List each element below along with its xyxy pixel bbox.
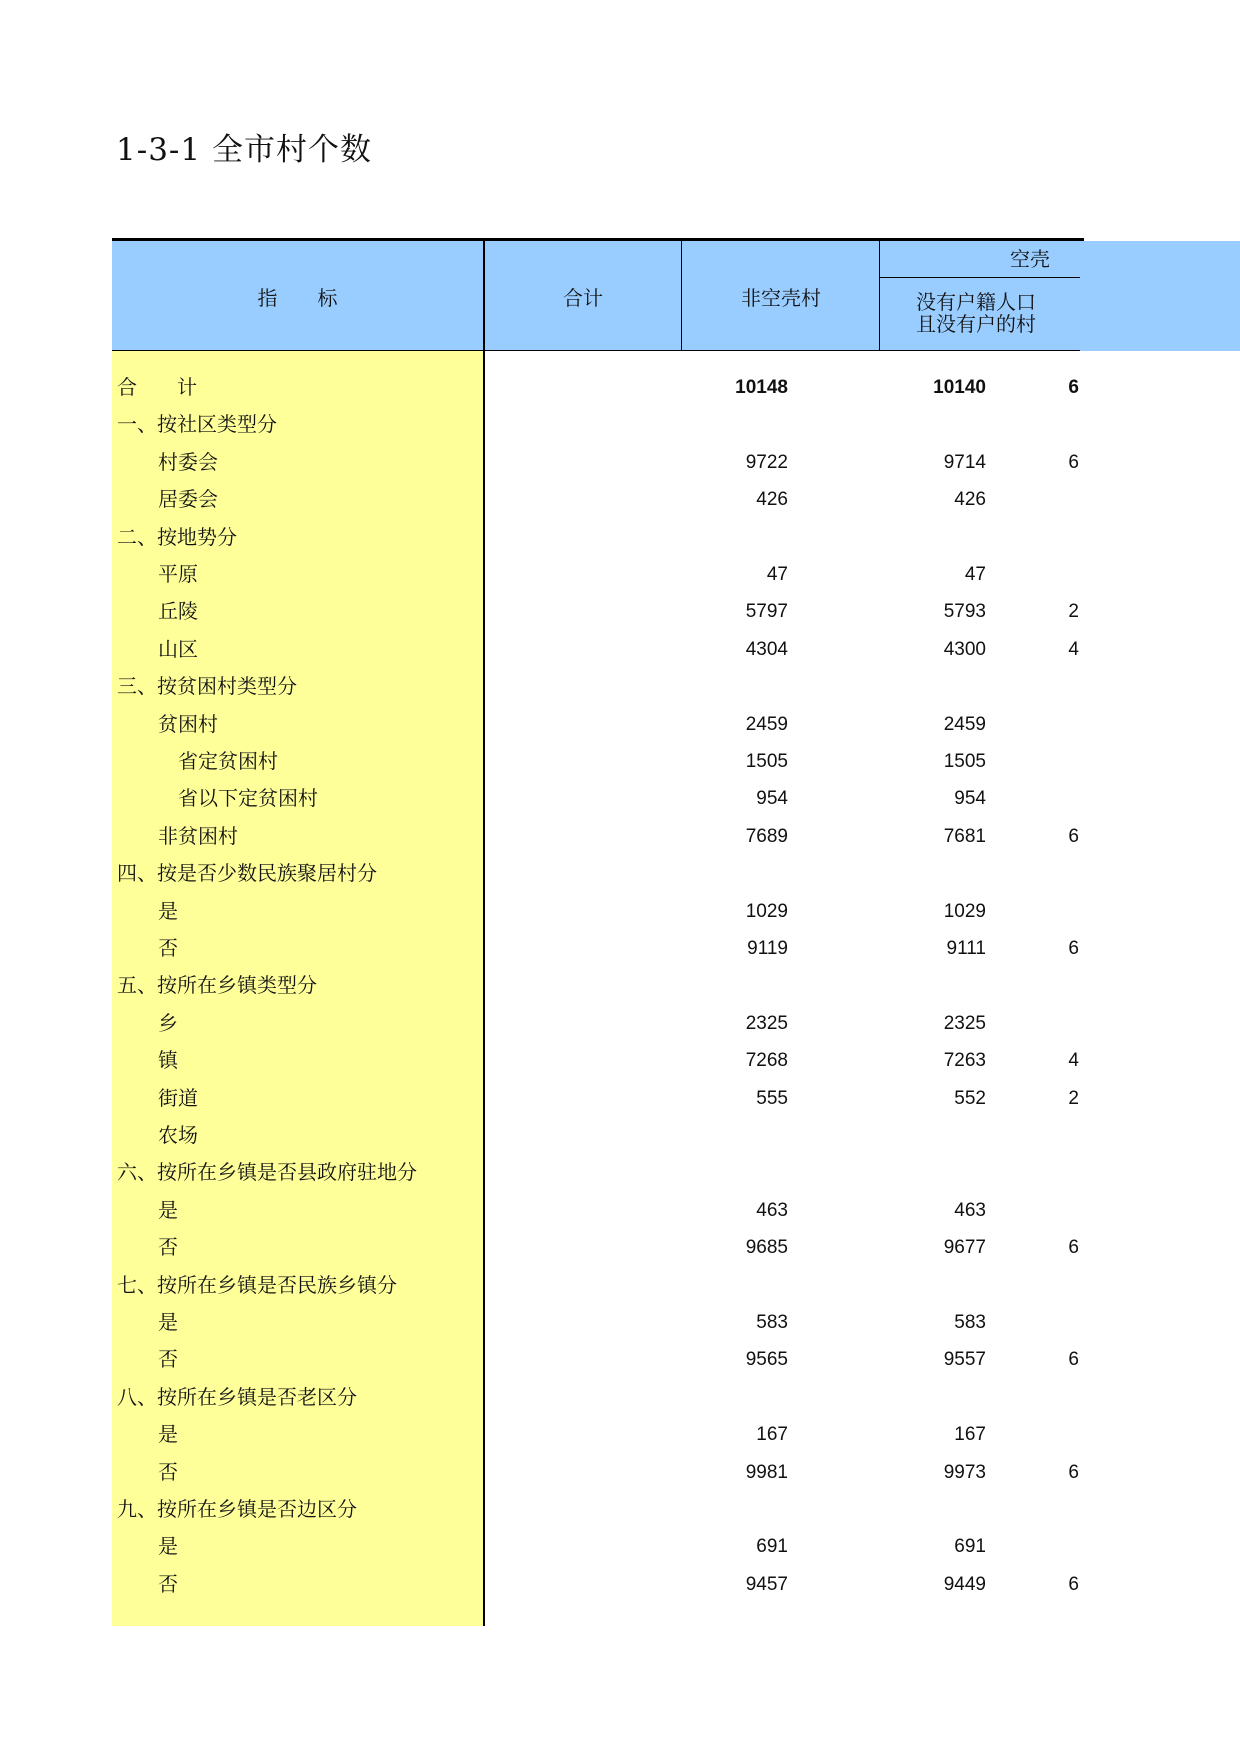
table-row <box>112 1192 1240 1230</box>
table-row <box>112 930 1240 968</box>
value-total: 167 <box>756 1424 788 1446</box>
value-hollow <box>892 780 1079 818</box>
row-label: 街道 <box>158 1085 198 1110</box>
value-hollow: 6 <box>1068 451 1079 473</box>
value-non-hollow: 9973 <box>943 1461 986 1483</box>
value-total: 1029 <box>745 900 788 922</box>
row-label: 否 <box>158 1459 178 1484</box>
value-hollow <box>892 1267 1079 1305</box>
value-total: 9565 <box>745 1349 788 1371</box>
value-non-hollow: 2459 <box>943 713 986 735</box>
header-non-hollow: 非空壳村 <box>741 285 821 310</box>
value-total: 2459 <box>745 713 788 735</box>
value-hollow <box>892 1304 1079 1342</box>
table-row <box>112 1117 1240 1155</box>
row-label: 四、按是否少数民族聚居村分 <box>117 861 377 886</box>
value-non-hollow: 9449 <box>943 1573 986 1595</box>
value-hollow <box>892 855 1079 893</box>
value-total: 9457 <box>745 1573 788 1595</box>
value-total: 7268 <box>745 1050 788 1072</box>
row-label: 七、按所在乡镇是否民族乡镇分 <box>117 1272 397 1297</box>
value-total: 463 <box>756 1199 788 1221</box>
row-label: 乡 <box>158 1010 178 1035</box>
table-row <box>112 743 1240 781</box>
value-total: 691 <box>756 1536 788 1558</box>
table-row <box>112 1454 1240 1492</box>
row-label: 平原 <box>158 562 198 586</box>
table-row <box>112 1416 1240 1454</box>
value-non-hollow: 5793 <box>943 601 986 623</box>
row-label: 省定贫困村 <box>178 749 278 773</box>
row-label: 非贫困村 <box>158 823 238 848</box>
value-non-hollow: 9557 <box>943 1349 986 1371</box>
value-hollow <box>892 481 1079 519</box>
value-non-hollow: 691 <box>954 1536 986 1558</box>
statistics-table <box>112 238 1240 1638</box>
value-hollow <box>892 743 1079 781</box>
table-row <box>112 706 1240 744</box>
value-total: 9685 <box>745 1237 788 1259</box>
value-total: 2325 <box>745 1012 788 1034</box>
row-label: 居委会 <box>158 487 218 512</box>
row-label: 是 <box>158 1197 178 1222</box>
table-row <box>112 556 1240 594</box>
value-hollow <box>892 706 1079 744</box>
table-row <box>112 1005 1240 1043</box>
table-row <box>112 1304 1240 1342</box>
value-total: 7689 <box>745 825 788 847</box>
row-label: 是 <box>158 898 178 923</box>
value-total: 555 <box>756 1087 788 1109</box>
value-hollow <box>892 556 1079 594</box>
table-header <box>112 241 1240 351</box>
value-non-hollow: 167 <box>954 1424 986 1446</box>
table-row <box>112 631 1240 669</box>
value-hollow: 4 <box>1068 638 1079 660</box>
value-hollow <box>892 519 1079 557</box>
table-row <box>112 1042 1240 1080</box>
value-non-hollow: 4300 <box>943 638 986 660</box>
value-total: 9981 <box>745 1461 788 1483</box>
row-label: 省以下定贫困村 <box>178 786 318 811</box>
table-row <box>112 1566 1240 1604</box>
value-non-hollow: 2325 <box>943 1012 986 1034</box>
value-total: 9119 <box>747 938 788 959</box>
table-row <box>112 855 1240 893</box>
value-total: 583 <box>756 1312 788 1333</box>
value-hollow <box>892 893 1079 931</box>
value-total: 426 <box>756 489 788 511</box>
table-row <box>112 1267 1240 1305</box>
table-row <box>112 1341 1240 1379</box>
value-hollow <box>892 967 1079 1005</box>
row-label: 五、按所在乡镇类型分 <box>117 973 317 998</box>
row-label: 合 计 <box>117 375 197 399</box>
value-non-hollow: 552 <box>954 1087 986 1109</box>
value-hollow <box>892 1117 1079 1155</box>
table-row <box>112 519 1240 557</box>
header-total: 合计 <box>563 285 603 310</box>
row-label: 二、按地势分 <box>117 524 237 549</box>
header-hollow-sub: 没有户籍人口 且没有户的村 <box>916 290 1036 336</box>
row-label: 一、按社区类型分 <box>117 412 277 437</box>
table-row <box>112 967 1240 1005</box>
row-label: 是 <box>158 1310 178 1334</box>
value-total: 10148 <box>735 377 788 398</box>
row-label: 贫困村 <box>158 711 218 736</box>
value-non-hollow: 426 <box>954 489 986 511</box>
table-row <box>112 406 1240 444</box>
value-hollow <box>892 1192 1079 1230</box>
value-hollow <box>892 1491 1079 1529</box>
value-non-hollow: 9677 <box>943 1237 986 1259</box>
value-total: 5797 <box>745 601 788 623</box>
value-hollow: 6 <box>1068 938 1079 959</box>
row-label: 否 <box>158 1235 178 1260</box>
row-label: 否 <box>158 1347 178 1372</box>
value-total: 9722 <box>745 451 788 473</box>
table-row <box>112 1154 1240 1192</box>
value-hollow: 6 <box>1068 1461 1079 1483</box>
value-non-hollow: 10140 <box>933 377 986 398</box>
page-title: 1-3-1 全市村个数 <box>116 132 372 168</box>
header-hollow-group: 空壳 <box>1010 247 1050 271</box>
row-label: 否 <box>158 936 178 960</box>
value-non-hollow: 9714 <box>943 451 986 473</box>
row-label: 丘陵 <box>158 599 198 624</box>
value-hollow: 6 <box>1068 1237 1079 1259</box>
value-non-hollow: 7263 <box>943 1050 986 1072</box>
table-row <box>112 1229 1240 1267</box>
value-hollow <box>892 668 1079 706</box>
value-total: 1505 <box>745 751 788 772</box>
value-non-hollow: 9111 <box>946 938 986 959</box>
value-hollow: 6 <box>1068 1349 1079 1371</box>
row-label: 三、按贫困村类型分 <box>117 674 297 699</box>
table-row <box>112 369 1240 407</box>
table-row <box>112 593 1240 631</box>
value-non-hollow: 1505 <box>943 751 986 772</box>
header-indicator: 指 标 <box>257 285 338 310</box>
header-divider <box>879 241 880 351</box>
row-label: 是 <box>158 1422 178 1447</box>
row-label: 镇 <box>158 1048 178 1073</box>
header-hollow-clip <box>880 241 1080 351</box>
row-label: 六、按所在乡镇是否县政府驻地分 <box>117 1160 417 1185</box>
value-non-hollow: 583 <box>954 1312 986 1333</box>
value-hollow: 6 <box>1068 825 1079 847</box>
row-label: 村委会 <box>158 449 218 474</box>
value-hollow <box>892 1379 1079 1417</box>
value-non-hollow: 1029 <box>943 900 986 922</box>
value-hollow: 6 <box>1068 377 1079 398</box>
row-label: 否 <box>158 1571 178 1596</box>
table-row <box>112 481 1240 519</box>
value-hollow: 4 <box>1068 1050 1079 1072</box>
header-divider <box>681 241 682 351</box>
value-total: 954 <box>756 788 788 810</box>
value-hollow <box>892 1005 1079 1043</box>
value-total: 47 <box>766 564 788 585</box>
table-row <box>112 1080 1240 1118</box>
table-row <box>112 668 1240 706</box>
value-non-hollow: 954 <box>954 788 986 810</box>
value-total: 4304 <box>745 638 788 660</box>
row-label: 农场 <box>158 1123 198 1147</box>
row-label: 九、按所在乡镇是否边区分 <box>117 1497 357 1521</box>
value-hollow <box>892 1528 1079 1566</box>
value-non-hollow: 463 <box>954 1199 986 1221</box>
table-row <box>112 1491 1240 1529</box>
table-row <box>112 893 1240 931</box>
table-row <box>112 818 1240 856</box>
value-non-hollow: 47 <box>964 564 986 585</box>
value-hollow: 6 <box>1068 1573 1079 1595</box>
table-row <box>112 780 1240 818</box>
table-row <box>112 1528 1240 1566</box>
value-hollow <box>892 1416 1079 1454</box>
row-label: 山区 <box>158 636 198 661</box>
value-hollow: 2 <box>1068 601 1079 623</box>
value-non-hollow: 7681 <box>943 825 986 847</box>
value-hollow <box>892 406 1079 444</box>
row-label: 是 <box>158 1534 178 1559</box>
value-hollow: 2 <box>1068 1087 1079 1109</box>
header-subrule <box>880 277 1080 278</box>
value-hollow <box>892 1154 1079 1192</box>
row-label: 八、按所在乡镇是否老区分 <box>117 1384 357 1409</box>
table-row <box>112 1379 1240 1417</box>
table-row <box>112 444 1240 482</box>
